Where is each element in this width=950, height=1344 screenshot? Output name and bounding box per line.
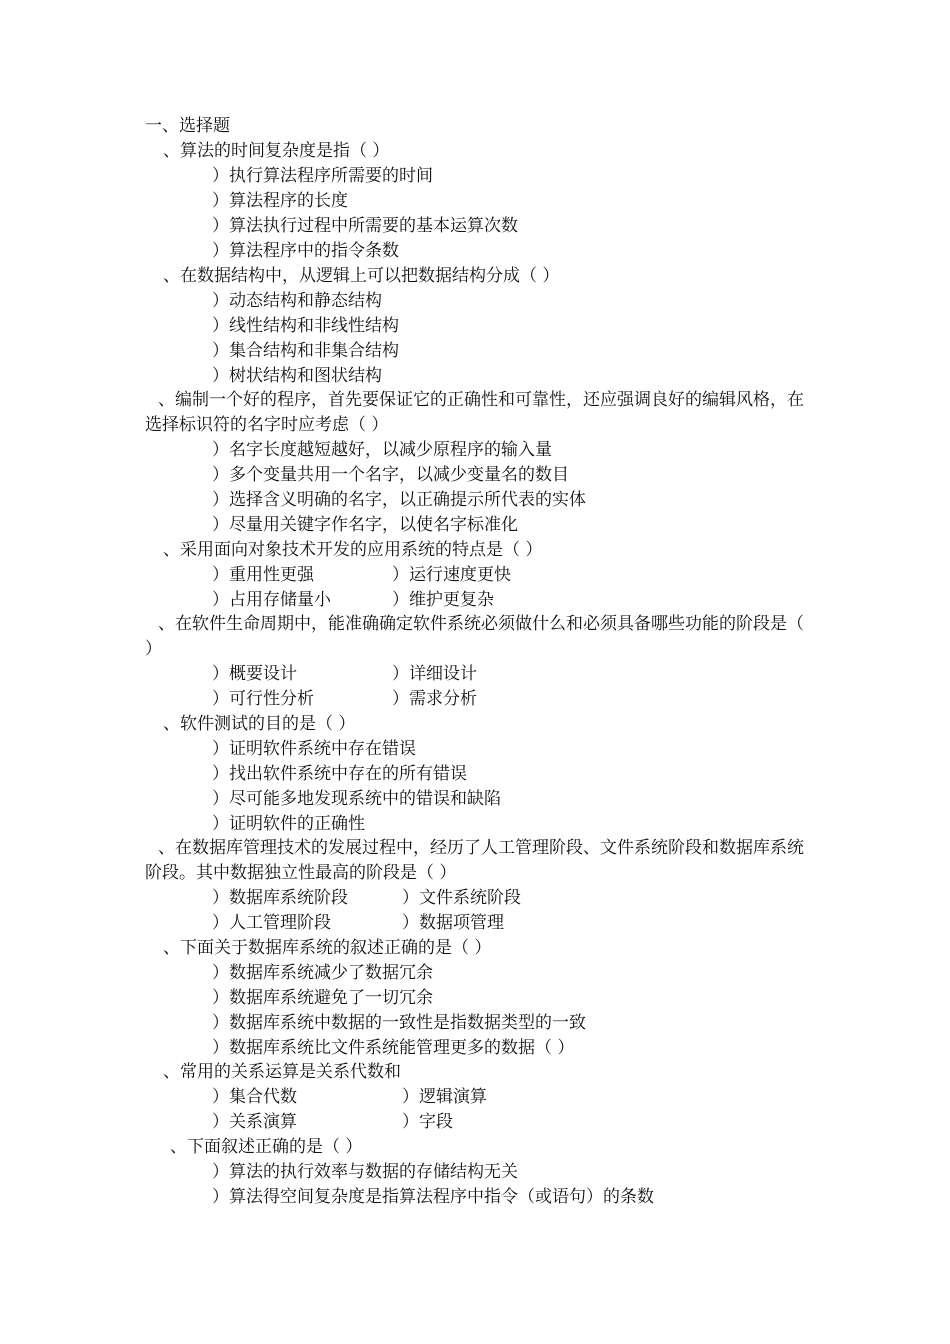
question-5-option-b: ）详细设计 <box>392 664 477 684</box>
question-4-stem: 、采用面向对象技术开发的应用系统的特点是（ ） <box>163 540 543 560</box>
question-2-stem: 、在数据结构中，从逻辑上可以把数据结构分成（ ） <box>163 266 560 286</box>
question-7-option-a: ）数据库系统阶段 <box>212 888 348 908</box>
question-5-stem: 、在软件生命周期中，能准确确定软件系统必须做什么和必须具备哪些功能的阶段是（ ） <box>145 614 804 659</box>
question-5-row-1 <box>212 662 477 686</box>
question-7-option-b: ）文件系统阶段 <box>402 888 521 908</box>
section-title: 一、选择题 <box>145 116 230 136</box>
question-9-option-b: ）逻辑演算 <box>402 1087 487 1107</box>
question-9-stem: 、常用的关系运算是关系代数和 <box>163 1062 401 1082</box>
question-8-option-a: ）数据库系统减少了数据冗余 <box>212 963 433 983</box>
question-9-option-c: ）关系演算 <box>212 1112 297 1132</box>
question-6-option-a: ）证明软件系统中存在错误 <box>212 739 416 759</box>
question-4-option-d: ）维护更复杂 <box>392 590 494 610</box>
question-6-stem: 、软件测试的目的是（ ） <box>163 714 356 734</box>
question-1-option-b: ）算法程序的长度 <box>212 191 348 211</box>
question-6-option-d: ）证明软件的正确性 <box>212 814 365 834</box>
question-9-row-2 <box>212 1110 453 1134</box>
question-3-option-a: ）名字长度越短越好，以减少原程序的输入量 <box>212 440 552 460</box>
question-4-row-2 <box>212 588 494 612</box>
question-2-option-a: ）动态结构和静态结构 <box>212 291 382 311</box>
question-2-option-b: ）线性结构和非线性结构 <box>212 316 399 336</box>
question-4-option-a: ）重用性更强 <box>212 565 314 585</box>
question-4-option-c: ）占用存储量小 <box>212 590 331 610</box>
question-3-stem: 、编制一个好的程序，首先要保证它的正确性和可靠性，还应强调良好的编辑风格，在选择标识符的名字时应考虑（ ） <box>145 390 804 435</box>
question-9-row-1 <box>212 1085 487 1109</box>
question-8-option-b: ）数据库系统避免了一切冗余 <box>212 988 433 1008</box>
question-9-option-a: ）集合代数 <box>212 1087 297 1107</box>
question-8-option-c: ）数据库系统中数据的一致性是指数据类型的一致 <box>212 1013 586 1033</box>
question-4-row-1 <box>212 563 511 587</box>
question-9-option-d: ）字段 <box>402 1112 453 1132</box>
question-6-option-b: ）找出软件系统中存在的所有错误 <box>212 764 467 784</box>
question-1-option-c: ）算法执行过程中所需要的基本运算次数 <box>212 216 518 236</box>
question-2-option-c: ）集合结构和非集合结构 <box>212 341 399 361</box>
question-3-option-c: ）选择含义明确的名字，以正确提示所代表的实体 <box>212 490 586 510</box>
question-5-row-2 <box>212 687 477 711</box>
question-8-option-d: ）数据库系统比文件系统能管理更多的数据（ ） <box>212 1038 575 1058</box>
question-1-option-a: ）执行算法程序所需要的时间 <box>212 166 433 186</box>
question-8-stem: 、下面关于数据库系统的叙述正确的是（ ） <box>163 938 492 958</box>
question-10-stem: 、下面叙述正确的是（ ） <box>170 1137 363 1157</box>
question-7-stem: 、在数据库管理技术的发展过程中，经历了人工管理阶段、文件系统阶段和数据库系统阶段。其中数据独立性最高的阶段是（ ） <box>145 838 804 883</box>
question-7-option-c: ）人工管理阶段 <box>212 913 331 933</box>
question-7-row-1 <box>212 886 521 910</box>
question-7-option-d: ）数据项管理 <box>402 913 504 933</box>
question-4-option-b: ）运行速度更快 <box>392 565 511 585</box>
question-6-option-c: ）尽可能多地发现系统中的错误和缺陷 <box>212 789 501 809</box>
question-5-option-a: ）概要设计 <box>212 664 297 684</box>
question-1-option-d: ）算法程序中的指令条数 <box>212 241 399 261</box>
question-3-option-d: ）尽量用关键字作名字，以使名字标准化 <box>212 515 518 535</box>
question-5-option-d: ）需求分析 <box>392 689 477 709</box>
question-5-option-c: ）可行性分析 <box>212 689 314 709</box>
question-3-option-b: ）多个变量共用一个名字，以减少变量名的数目 <box>212 465 569 485</box>
question-2-option-d: ）树状结构和图状结构 <box>212 366 382 386</box>
question-7-row-2 <box>212 911 504 935</box>
question-10-option-a: ）算法的执行效率与数据的存储结构无关 <box>212 1162 518 1182</box>
question-1-stem: 、算法的时间复杂度是指（ ） <box>163 141 390 161</box>
question-10-option-b: ）算法得空间复杂度是指算法程序中指令（或语句）的条数 <box>212 1187 654 1207</box>
